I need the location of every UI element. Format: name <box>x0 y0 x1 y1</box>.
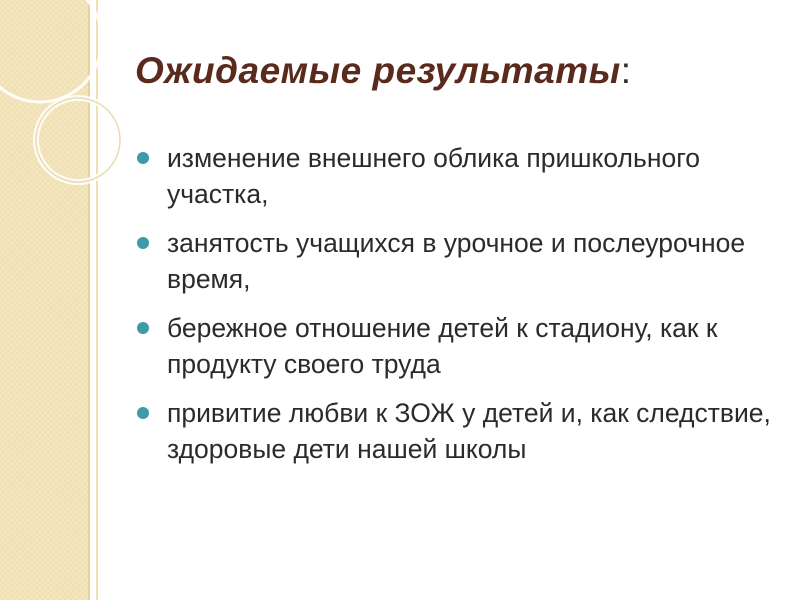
decorative-side-line <box>96 0 98 600</box>
bullet-item <box>135 395 775 467</box>
bullet-dot-icon <box>137 322 149 334</box>
slide-title <box>135 50 632 92</box>
bullet-item <box>135 310 775 382</box>
bullet-text: привитие любви к ЗОЖ у детей и, как следствие, здоровые дети нашей школы <box>167 398 771 464</box>
slide-title-colon: : <box>620 50 632 91</box>
bullet-item <box>135 140 775 212</box>
bullet-list <box>135 140 775 480</box>
bullet-text: занятость учащихся в урочное и послеурочное время, <box>167 228 746 294</box>
bullet-text: бережное отношение детей к стадиону, как к продукту своего труда <box>167 313 718 379</box>
bullet-dot-icon <box>137 407 149 419</box>
bullet-item <box>135 225 775 297</box>
decorative-side-panel <box>0 0 90 600</box>
bullet-text: изменение внешнего облика пришкольного участка, <box>167 143 701 209</box>
bullet-dot-icon <box>137 152 149 164</box>
bullet-dot-icon <box>137 237 149 249</box>
slide-title-text: Ожидаемые результаты <box>135 50 621 91</box>
